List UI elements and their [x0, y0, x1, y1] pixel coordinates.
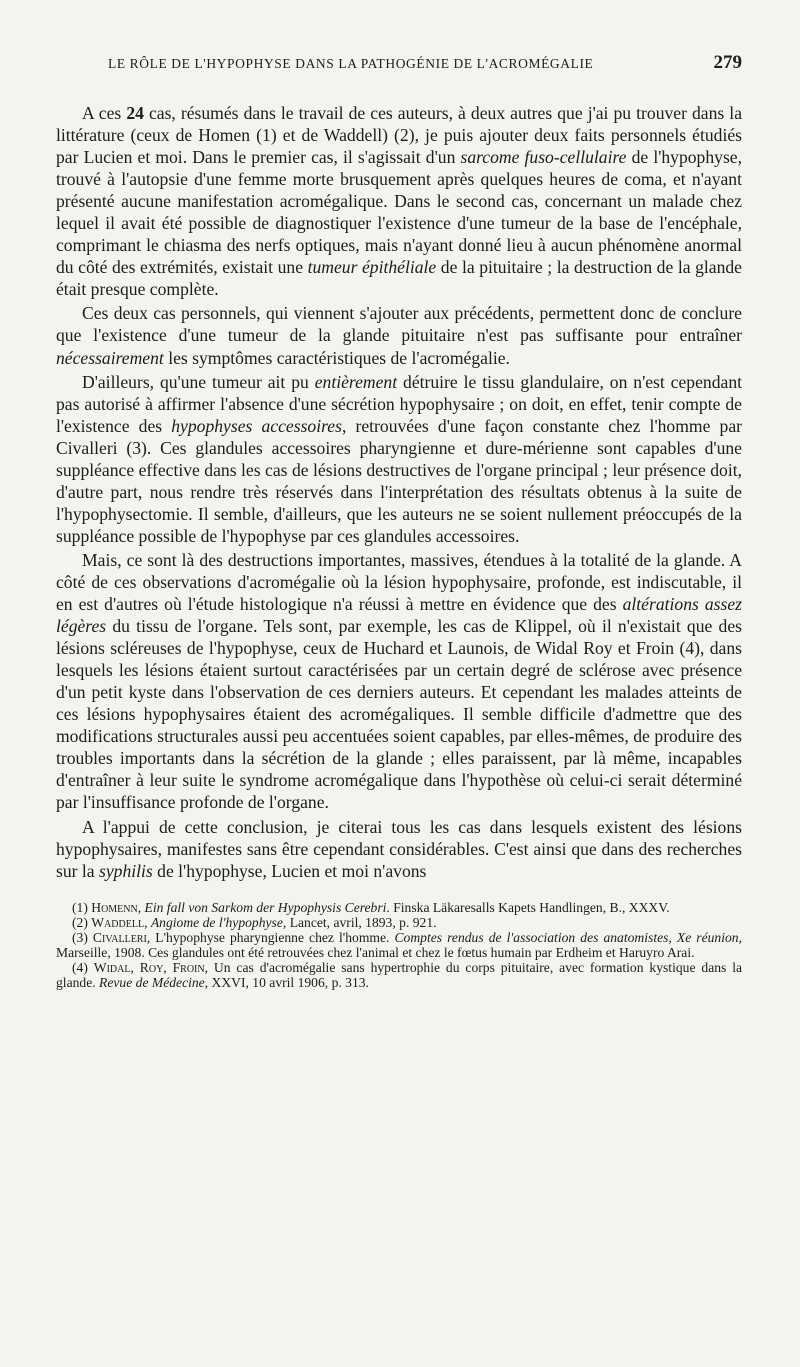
author-name: Civalleri: [92, 929, 147, 945]
italic-run: Revue de Médecine: [99, 975, 205, 991]
text-run: (4): [72, 960, 94, 976]
text-run: , Lancet, avril, 1893, p. 921.: [282, 914, 437, 930]
text-run: , Marseille, 1908. Ces glandules ont été retrouvées chez l'animal et chez le fœtus humain par Erdheim et Haruyro Arai.: [56, 929, 742, 960]
bold-run: 24: [126, 103, 144, 123]
text-run: ,: [163, 960, 173, 976]
text-run: (2): [72, 914, 92, 930]
text-run: , retrouvées d'une façon constante chez l'homme par Civalleri (3). Ces glandules accessoires pharyngienne et dure-mérienne sont capables d'une suppléance effective dans les cas de lésions destructives de l'organe principal ; leur présence doit, d'autre part, nous rendre très réservés dans l'interprétation des résultats obtenus à la suite de l'hypophysectomie. Il semble, d'ailleurs, que les auteurs ne se soient nullement préoccupés de la suppléance possible de l'hypophyse par ces glandules accessoires.: [56, 415, 742, 546]
paragraph: [56, 302, 742, 368]
paragraph: [56, 549, 742, 814]
text-run: de l'hypophyse, trouvé à l'autopsie d'une femme morte brusquement après quelques heures de coma, et n'ayant présenté aucune manifestation acromégalique. Dans le second cas, concernant un malade chez lequel il avait été possible de diagnostiquer l'existence d'une tumeur de la base de l'encéphale, comprimant le chiasma des nerfs optiques, mais n'ayant donné lieu à aucun phénomène anormal du côté des extrémités, existait une: [56, 147, 743, 278]
italic-run: e: [685, 929, 692, 945]
footnote-1: [56, 900, 742, 915]
text-run: de la pituitaire ; la destruction de la glande était presque complète.: [56, 257, 742, 300]
footnotes: [56, 900, 742, 991]
text-run: ,: [130, 960, 140, 976]
italic-run: entièrement: [314, 371, 398, 392]
author-name: Roy: [139, 960, 164, 976]
text-run: détruire le tissu glandulaire, on n'est cependant pas autorisé à affirmer l'absence d'une sécrétion hypophysaire ; on doit, en effet, tenir compte de l'existence des: [56, 371, 742, 436]
page-number: 279: [713, 52, 742, 73]
text-run: D'ailleurs, qu'une tumeur ait pu: [82, 371, 315, 392]
footnote-3: [56, 930, 742, 960]
paragraph: [56, 102, 742, 300]
body-text: [56, 102, 742, 882]
text-run: Ces deux cas personnels, qui viennent s'ajouter aux précédents, permettent donc de conclure que l'existence d'une tumeur de la glande pituitaire n'est pas suffisante pour entraîner: [56, 303, 742, 346]
text-run: les symptômes caractéristiques de l'acromégalie.: [163, 347, 510, 368]
paragraph: [56, 371, 742, 547]
italic-run: sarcome fuso-cellulaire: [460, 147, 627, 168]
author-name: Froin: [172, 960, 205, 976]
italic-run: Comptes rendus de l'association des anatomistes, X: [394, 929, 686, 945]
text-run: , XXVI, 10 avril 1906, p. 313.: [204, 975, 369, 991]
italic-run: réunion: [691, 929, 739, 945]
text-run: cas, résumés dans le travail de ces auteurs, à deux autres que j'ai pu trouver dans la littérature (ceux de Homen (1) et de Waddell) (2), je puis ajouter deux faits personnels étudiés par Lucien et moi. Dans le premier cas, il s'agissait d'un: [56, 103, 743, 168]
running-head: [108, 52, 742, 74]
paragraph: [56, 816, 742, 882]
text-run: du tissu de l'organe. Tels sont, par exemple, les cas de Klippel, où il n'existait que des lésions scléreuses de l'hypophyse, ceux de Huchard et Launois, de Widal Roy et Froin (4), dans lesquels les lésions étaient surtout caractérisées par un certain degré de sclérose avec présence d'un petit kyste dans l'observation de ces derniers auteurs. Et cependant les malades atteints de ces lésions hypophysaires étaient des acromégaliques. Il semble difficile d'admettre que des modifications structurales aussi peu accentuées soient capables, par elles-mêmes, de produire des troubles importants dans la sécrétion de la glande ; elles paraissent, par là même, incapables d'entraîner à leur suite le syndrome acromégalique dans l'hypothèse où celui-ci serait déterminé par l'insuffisance profonde de l'organe.: [56, 616, 742, 813]
text-run: ,: [137, 899, 145, 915]
author-name: Homenn: [91, 899, 138, 915]
italic-run: altérations assez légères: [56, 594, 742, 637]
text-run: , Un cas d'acromégalie sans hypertrophie du corps pituitaire, avec formation kystique dans la glande.: [56, 960, 743, 991]
running-title: LE RÔLE DE L'HYPOPHYSE DANS LA PATHOGÉNIE DE L'ACROMÉGALIE: [108, 56, 594, 71]
author-name: Widal: [93, 960, 131, 976]
footnote-4: [56, 960, 742, 990]
footnote-2: [56, 915, 742, 930]
italic-run: nécessairement: [56, 347, 164, 368]
italic-run: Angiome de l'hypophyse: [150, 914, 283, 930]
italic-run: Ein fall von Sarkom der Hypophysis Cerebri: [144, 899, 387, 915]
text-run: Mais, ce sont là des destructions importantes, massives, étendues à la totalité de la glande. A côté de ces observations d'acromégalie où la lésion hypophysaire, profonde, est indiscutable, il en est d'autres où l'étude histologique n'a réussi à mettre en évidence que des: [56, 549, 742, 615]
text-run: A l'appui de cette conclusion, je citerai tous les cas dans lesquels existent des lésions hypophysaires, manifestes sans être cependant considérables. C'est ainsi que dans des recherches sur la: [56, 816, 742, 881]
italic-run: hypophyses accessoires: [171, 415, 342, 436]
text-run: ,: [144, 914, 151, 930]
author-name: Waddell: [91, 914, 145, 930]
text-run: , L'hypophyse pharyngienne chez l'homme.: [146, 929, 395, 945]
text-run: de l'hypophyse, Lucien et moi n'avons: [152, 860, 427, 881]
text-run: A ces: [82, 103, 127, 123]
italic-run: syphilis: [99, 860, 153, 881]
italic-run: tumeur épithéliale: [307, 257, 437, 278]
text-run: . Finska Läkaresalls Kapets Handlingen, B., XXXV.: [386, 899, 670, 915]
text-run: (3): [72, 929, 93, 945]
text-run: (1): [72, 899, 92, 915]
